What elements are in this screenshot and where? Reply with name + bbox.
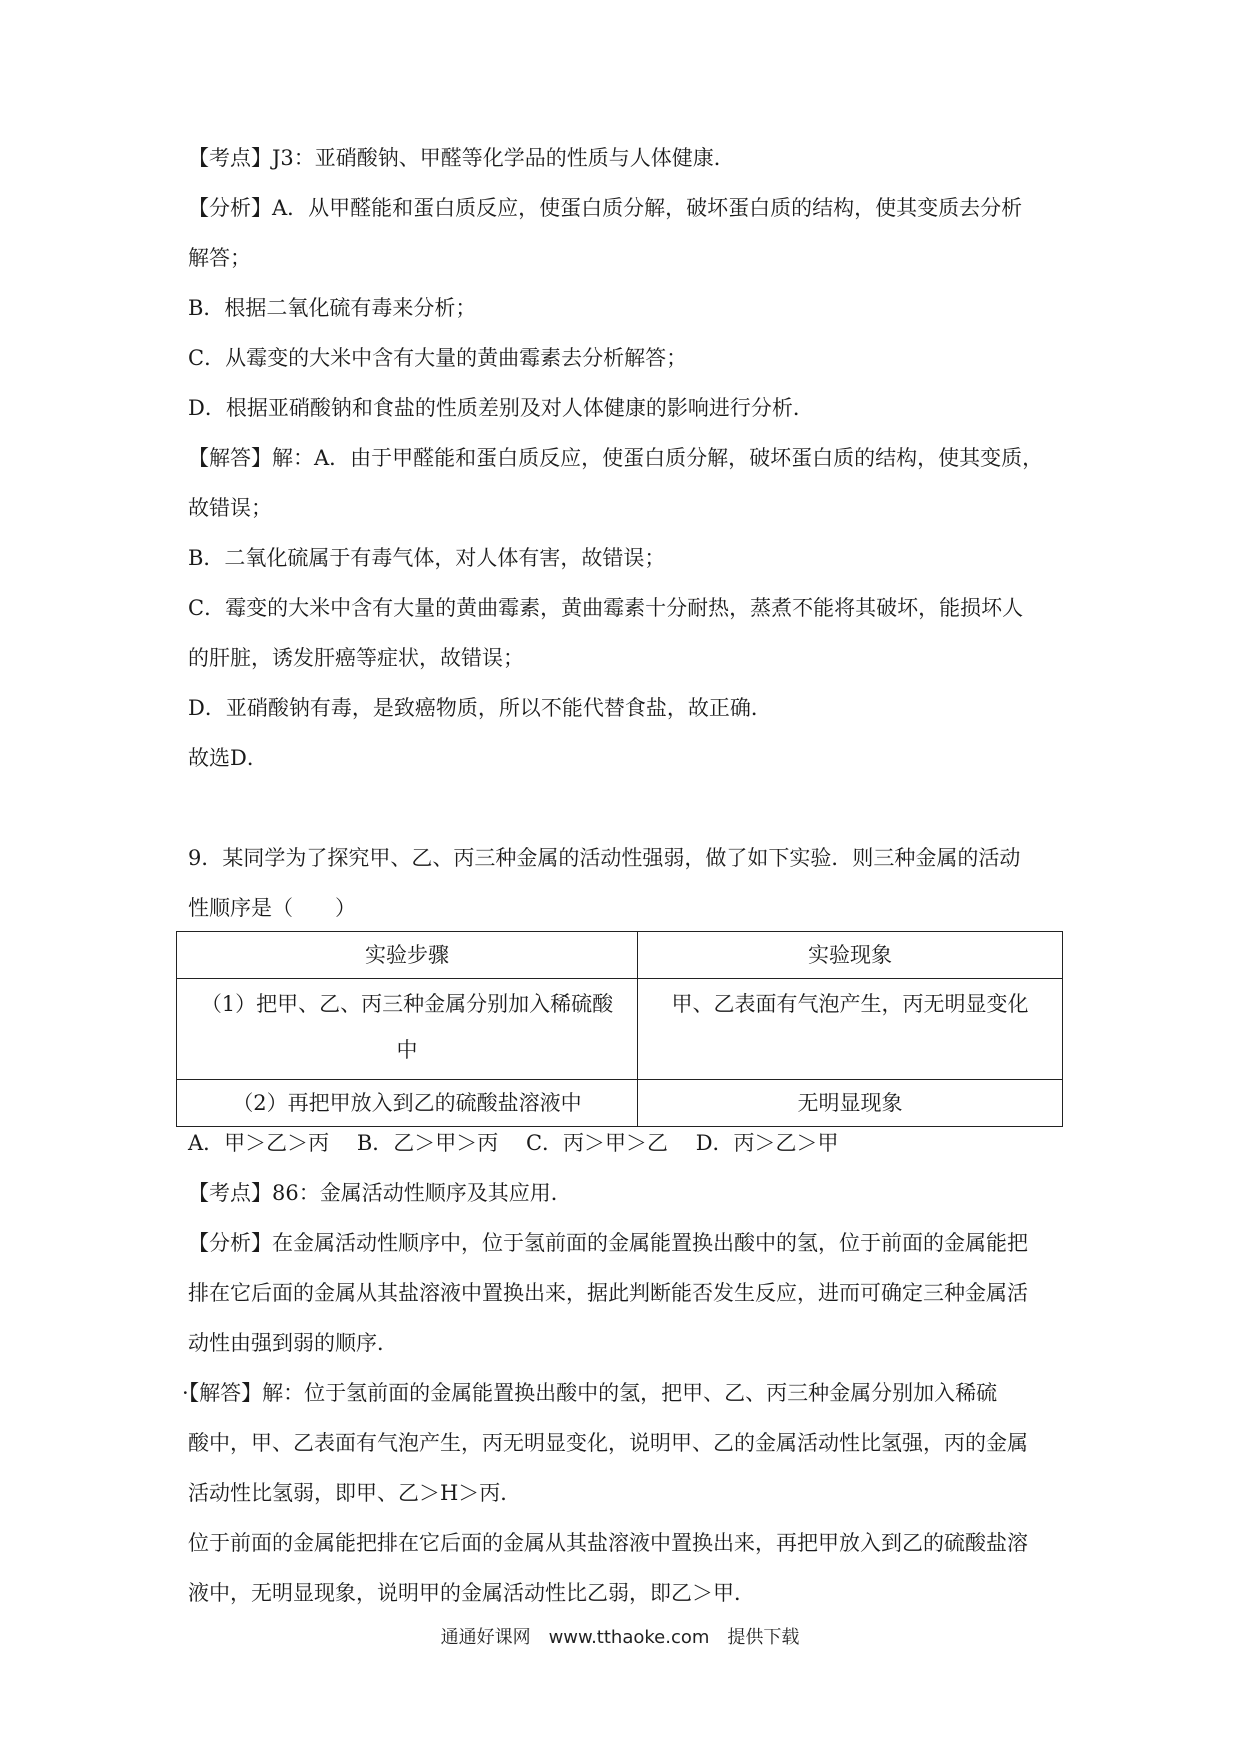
analysis-line-d: D．根据亚硝酸钠和食盐的性质差别及对人体健康的影响进行分析． — [188, 396, 814, 420]
answer-line: 故选D． — [188, 746, 268, 770]
header-phenomena: 实验现象 — [638, 932, 1063, 979]
question-9-stem-cont: 性顺序是（ ） — [188, 896, 356, 920]
q9-solution-line: ·【解答】解：位于氢前面的金属能置换出酸中的氢，把甲、乙、丙三种金属分别加入稀硫 — [182, 1381, 998, 1405]
row1-step-line1: （1）把甲、乙、丙三种金属分别加入稀硫酸 — [200, 992, 614, 1016]
q9-analysis-line-2: 排在它后面的金属从其盐溶液中置换出来，据此判断能否发生反应，进而可确定三种金属活 — [188, 1281, 1028, 1305]
table-header-row — [177, 932, 1063, 979]
table-row — [177, 979, 1063, 1080]
q9-solution-line-2: 酸中，甲、乙表面有气泡产生，丙无明显变化，说明甲、乙的金属活动性比氢强，丙的金属 — [188, 1431, 1028, 1455]
header-steps: 实验步骤 — [177, 932, 638, 979]
row2-result: 无明显现象 — [638, 1080, 1063, 1127]
q9-solution-line-3: 活动性比氢弱，即甲、乙＞H＞丙． — [188, 1481, 522, 1505]
solution-line-a-cont: 故错误； — [188, 496, 272, 520]
analysis-line-b: B．根据二氧化硫有毒来分析； — [188, 296, 477, 320]
row2-step: （2）再把甲放入到乙的硫酸盐溶液中 — [177, 1080, 638, 1127]
solution-line-a: 【解答】解：A．由于甲醛能和蛋白质反应，使蛋白质分解，破坏蛋白质的结构，使其变质， — [188, 446, 1044, 470]
table-row — [177, 1080, 1063, 1127]
kaodian-line: 【考点】J3：亚硝酸钠、甲醛等化学品的性质与人体健康． — [188, 146, 735, 170]
q9-solution-line-4: 位于前面的金属能把排在它后面的金属从其盐溶液中置换出来，再把甲放入到乙的硫酸盐溶 — [188, 1531, 1028, 1555]
solution-line-b: B．二氧化硫属于有毒气体，对人体有害，故错误； — [188, 546, 666, 570]
experiment-table — [176, 931, 1063, 1127]
q9-analysis-line: 【分析】在金属活动性顺序中，位于氢前面的金属能置换出酸中的氢，位于前面的金属能把 — [188, 1231, 1028, 1255]
solution-line-c: C．霉变的大米中含有大量的黄曲霉素，黄曲霉素十分耐热，蒸煮不能将其破坏，能损坏人 — [188, 596, 1024, 620]
q9-analysis-line-3: 动性由强到弱的顺序． — [188, 1331, 398, 1355]
page-footer: 通通好课网 www.tthaoke.com 提供下载 — [440, 1627, 800, 1648]
answer-options: A．甲＞乙＞丙 B．乙＞甲＞丙 C．丙＞甲＞乙 D．丙＞乙＞甲 — [188, 1131, 839, 1155]
q9-kaodian-line: 【考点】86：金属活动性顺序及其应用． — [188, 1181, 572, 1205]
solution-line-c-cont: 的肝脏，诱发肝癌等症状，故错误； — [188, 646, 524, 670]
q9-solution-line-5: 液中，无明显现象，说明甲的金属活动性比乙弱，即乙＞甲． — [188, 1581, 755, 1605]
analysis-line-a-cont: 解答； — [188, 246, 251, 270]
row1-result: 甲、乙表面有气泡产生，丙无明显变化 — [638, 979, 1063, 1080]
question-9-stem: 9．某同学为了探究甲、乙、丙三种金属的活动性强弱，做了如下实验．则三种金属的活动 — [188, 846, 1021, 870]
solution-line-d: D．亚硝酸钠有毒，是致癌物质，所以不能代替食盐，故正确． — [188, 696, 772, 720]
analysis-line-c: C．从霉变的大米中含有大量的黄曲霉素去分析解答； — [188, 346, 688, 370]
row1-step — [177, 979, 638, 1080]
row1-step-line2: 中 — [396, 1038, 418, 1062]
analysis-line-a: 【分析】A．从甲醛能和蛋白质反应，使蛋白质分解，破坏蛋白质的结构，使其变质去分析 — [188, 196, 1023, 220]
